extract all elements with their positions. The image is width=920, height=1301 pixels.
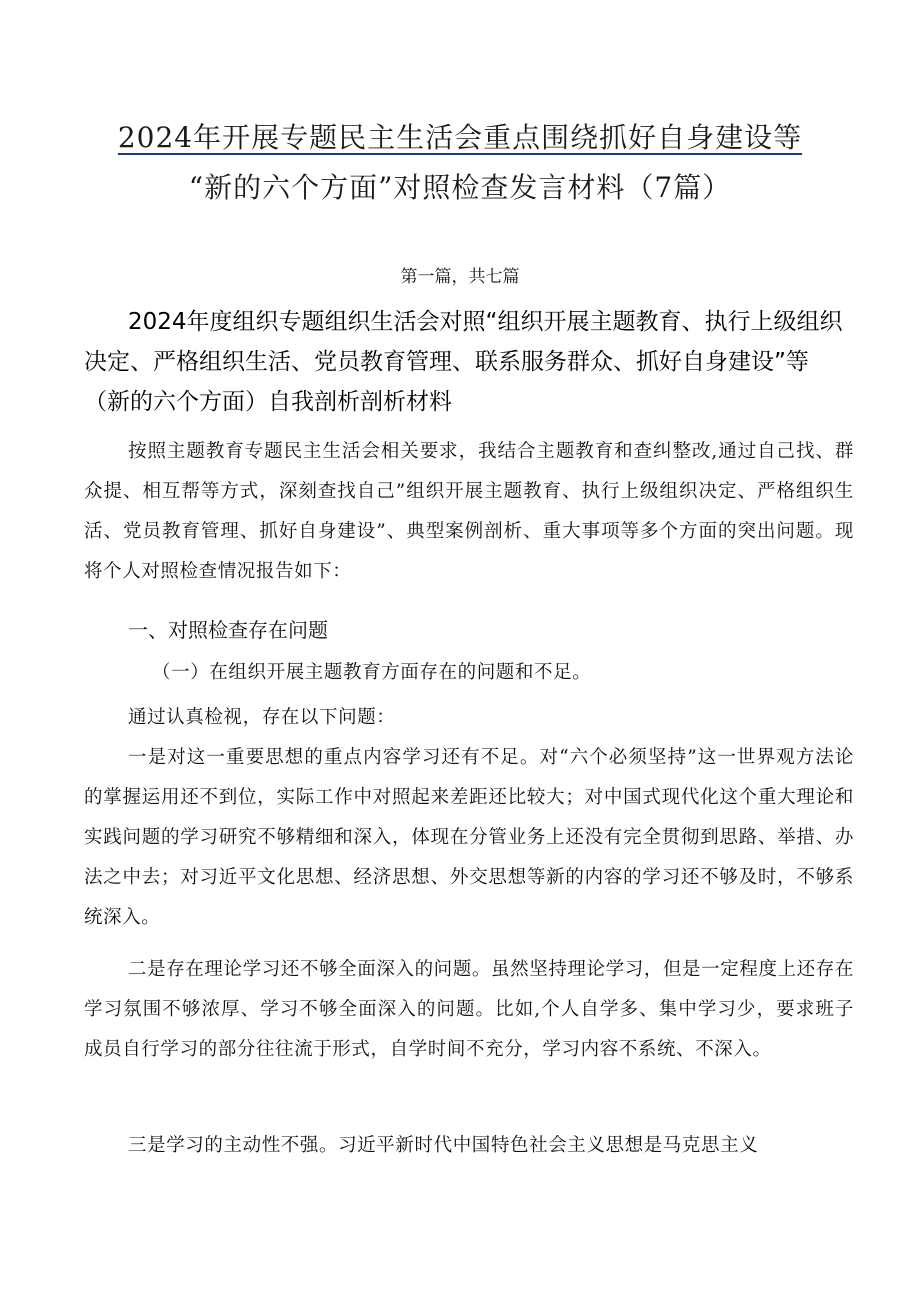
intro-paragraph: 按照主题教育专题民主生活会相关要求，我结合主题教育和查纠整改,通过自己找、群众提、相互帮等方式，深刻查找自己”组织开展主题教育、执行上级组织决定、严格组织生活、党员教育管理、抓好自身建设”、典型案例剖析、重大事项等多个方面的突出问题。现将个人对照检查情况报告如下： [84, 441, 854, 582]
point-2-paragraph: 二是存在理论学习还不够全面深入的问题。虽然坚持理论学习，但是一定程度上还存在学习氛围不够浓厚、学习不够全面深入的问题。比如,个人自学多、集中学习少，要求班子成员自行学习的部分往往流于形式，自学时间不充分，学习内容不系统、不深入。 [84, 959, 854, 1060]
point-3-paragraph: 三是学习的主动性不强。习近平新时代中国特色社会主义思想是马克思主义 [128, 1135, 759, 1156]
lead-paragraph: 通过认真检视，存在以下问题： [128, 707, 396, 728]
part-label: 第一篇，共七篇 [400, 267, 520, 287]
heading-1: 一、对照检查存在问题 [128, 618, 328, 642]
point-1-paragraph: 一是对这一重要思想的重点内容学习还有不足。对“六个必须坚持”这一世界观方法论的掌握运用还不到位，实际工作中对照起来差距还比较大；对中国式现代化这个重大理论和实践问题的学习研究不够精细和深入，体现在分管业务上还没有完全贯彻到思路、举措、办法之中去；对习近平文化思想、经济思想、外交思想等新的内容的学习还不够及时，不够系统深入。 [84, 747, 854, 928]
document-title-line-2: “新的六个方面”对照检查发言材料（7篇） [188, 171, 732, 204]
subheading-1: （一）在组织开展主题教育方面存在的问题和不足。 [152, 662, 592, 683]
document-title-line-1: 2024年开展专题民主生活会重点围绕抓好自身建设等 [117, 121, 803, 154]
section-title: 2024年度组织专题组织生活会对照“组织开展主题教育、执行上级组织决定、严格组织生活、党员教育管理、联系服务群众、抓好自身建设”等（新的六个方面）自我剖析剖析材料 [84, 309, 843, 415]
